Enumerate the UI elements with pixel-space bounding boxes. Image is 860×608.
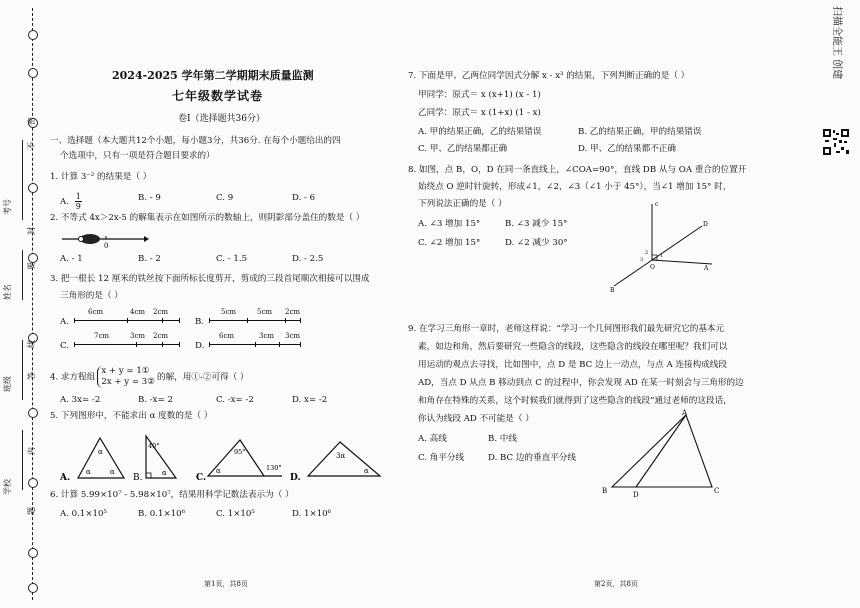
question-9-stem: 9. 在学习三角形一章时，老师这样说：“学习一个几何图形我们最先研究它的基本元 — [408, 324, 725, 334]
q1-option-d[interactable]: D. - 6 — [292, 193, 316, 203]
segment-label: 5cm — [221, 308, 237, 316]
segment-label: 6cm — [88, 308, 104, 316]
question-3-stem: 三角形的是（ ） — [60, 291, 123, 301]
segment-label: 5cm — [257, 308, 273, 316]
page-footer-left: 第1页，共8页 — [204, 580, 248, 588]
instruction-line: 个选项中，只有一项是符合题目要求的） — [60, 151, 215, 161]
seal-char: 线 — [27, 340, 36, 348]
question-9-stem: 用运动的观点去寻找，比如图中，点 D 是 BC 边上一动点，与点 A 连接构成线段 — [418, 360, 727, 370]
name-label: 姓名 — [3, 284, 12, 300]
q8-option-d[interactable]: D. ∠2 减少 30° — [505, 238, 568, 248]
q2-option-b[interactable]: B. - 2 — [138, 254, 161, 264]
section-title: 卷Ⅰ（选择题共36分） — [178, 114, 266, 124]
segment-label: 2cm — [153, 332, 169, 340]
denominator: 9 — [75, 202, 81, 211]
point-label: B — [610, 287, 615, 294]
q9-option-b[interactable]: B. 中线 — [488, 434, 517, 444]
segment-label: 6cm — [219, 332, 235, 340]
kaohao-label: 考号 — [3, 199, 12, 215]
point-label: A — [704, 265, 709, 272]
option-letter: C. — [196, 473, 207, 483]
equation-1: x + y = 1① — [101, 366, 150, 376]
question-9-stem: 和角存在特殊的关系，这个时候我们就得到了这些隐含的线段”通过老师的这段话， — [418, 396, 732, 406]
q6-option-b[interactable]: B. 0.1×10⁶ — [138, 509, 186, 519]
q6-option-c[interactable]: C. 1×10⁵ — [216, 509, 255, 519]
q7-option-b[interactable]: B. 乙的结果正确，甲的结果错误 — [578, 127, 702, 137]
option-letter: D. — [290, 473, 301, 483]
q2-option-c[interactable]: C. - 1.5 — [216, 254, 248, 264]
seal-char: 不 — [27, 142, 36, 150]
angle-number: 3 — [640, 257, 644, 263]
q6-option-a[interactable]: A. 0.1×10⁵ — [60, 509, 107, 519]
q8-option-a[interactable]: A. ∠3 增加 15° — [418, 219, 481, 229]
question-7-stem: 7. 下面是甲、乙两位同学因式分解 x - x³ 的结果，下列判断正确的是（ ） — [408, 71, 690, 81]
equation-2: 2x + y = 3② — [101, 377, 155, 387]
angle-label: 40° — [148, 442, 160, 450]
point-label: O — [650, 264, 655, 271]
segment-label: 3cm — [285, 332, 301, 340]
option-letter: A. — [60, 317, 69, 327]
class-label: 班级 — [3, 376, 12, 392]
q4-option-c[interactable]: C. -x= -2 — [216, 395, 254, 405]
q4-option-a[interactable]: A. 3x= -2 — [60, 395, 101, 405]
angle-number: 1 — [660, 253, 664, 259]
alpha-label: α — [162, 469, 167, 477]
segment-label: 3cm — [130, 332, 146, 340]
q9-triangle-figure — [600, 405, 730, 500]
question-9-stem: 你认为线段 AD 不可能是（ ） — [418, 414, 534, 424]
segment-label: 2cm — [153, 308, 169, 316]
q4-option-b[interactable]: B. -x= 2 — [138, 395, 173, 405]
question-2-stem: 2. 不等式 4x＞2x-5 的解集表示在如图所示的数轴上，则阴影部分盖住的数是（ ） — [50, 213, 365, 223]
angle-number: 2 — [645, 250, 649, 256]
question-8-stem: 下列说法正确的是（ ） — [418, 199, 507, 209]
point-label: D — [633, 491, 639, 499]
instruction-line: 一、选择题（本大题共12个小题，每小题3分，共36分. 在每个小题给出的四 — [50, 136, 341, 146]
seal-char: 内 — [27, 447, 36, 455]
scan-badge-text: 扫描全能王 创建 — [831, 6, 842, 80]
page-footer-right: 第2页，共8页 — [594, 580, 638, 588]
alpha-label: α — [86, 468, 91, 476]
alpha-label: α — [98, 448, 103, 456]
question-6-stem: 6. 计算 5.99×10⁷ - 5.98×10⁷，结果用科学记数法表示为（ ） — [50, 490, 294, 500]
q6-option-d[interactable]: D. 1×10⁶ — [292, 509, 332, 519]
angle-label: 3α — [336, 452, 346, 460]
point-label: B — [602, 487, 608, 495]
option-letter: B. — [133, 473, 143, 483]
q8-option-c[interactable]: C. ∠2 增加 15° — [418, 238, 481, 248]
q9-option-a[interactable]: A. 高线 — [418, 434, 447, 444]
option-letter: B. — [195, 317, 205, 327]
segment-label: 2cm — [285, 308, 301, 316]
q7-option-c[interactable]: C. 甲、乙的结果都正确 — [418, 144, 508, 154]
q1-option-c[interactable]: C. 9 — [216, 193, 234, 203]
numerator: 1 — [75, 192, 81, 201]
q9-option-d[interactable]: D. BC 边的垂直平分线 — [488, 453, 576, 463]
q4-stem-post: 的解，用①-②可得（ ） — [156, 372, 249, 383]
q4-stem-pre: 4. 求方程组 — [50, 372, 96, 383]
q8-figure — [600, 198, 720, 294]
seal-char: 密 — [27, 117, 36, 125]
axis-zero-label: 0 — [104, 242, 109, 250]
q2-option-a[interactable]: A. - 1 — [60, 254, 83, 264]
option-letter: A. — [60, 473, 71, 483]
q1-option-b[interactable]: B. - 9 — [138, 193, 161, 203]
question-9-stem: 素，如边和角，然后要研究一些隐含的线段，这些隐含的线段在哪里呢？我们可以 — [418, 342, 728, 352]
question-8-stem: 始绕点 O 逆时针旋转，形成∠1，∠2，∠3（∠1 小于 45°），当∠1 增加 15° 时， — [418, 182, 732, 192]
q7-line: 甲同学：原式＝ x (x+1) (x - 1) — [418, 90, 541, 100]
seal-char: 题 — [27, 507, 36, 515]
point-label: c — [655, 201, 659, 208]
question-3-stem: 3. 把一根长 12 厘米的铁丝按下面所标长度剪开，剪成的三段首尾顺次相接可以围成 — [50, 274, 370, 284]
angle-label: 95° — [234, 448, 246, 456]
q7-line: 乙同学：原式＝ x (1+x) (1 - x) — [418, 108, 541, 118]
q7-option-a[interactable]: A. 甲的结果正确，乙的结果错误 — [418, 127, 542, 137]
question-8-stem: 8. 如图，点 B，O，D 在同一条直线上，∠COA=90°，直线 DB 从与 OA 重合的位置开 — [408, 165, 747, 175]
question-5-stem: 5. 下列图形中，不能求出 α 度数的是（ ） — [50, 411, 213, 421]
seal-char: 封 — [27, 227, 36, 235]
exam-subtitle: 七年级数学试卷 — [172, 89, 264, 103]
option-letter: A. — [60, 197, 69, 207]
school-label: 学校 — [3, 479, 12, 495]
point-label: C — [714, 487, 720, 495]
option-letter: D. — [195, 341, 205, 351]
alpha-label: α — [110, 468, 115, 476]
angle-label: 130° — [266, 464, 282, 472]
seal-char: 要 — [27, 262, 36, 270]
alpha-label: α — [364, 467, 369, 475]
q4-option-d[interactable]: D. x= -2 — [292, 395, 328, 405]
point-label: D — [703, 221, 708, 228]
q7-option-d[interactable]: D. 甲、乙的结果都不正确 — [578, 144, 676, 154]
question-9-stem: AD，当点 D 从点 B 移动到点 C 的过程中，你会发现 AD 在某一时刻会与三角形的边 — [418, 378, 744, 388]
segment-label: 7cm — [94, 332, 110, 340]
point-label: A — [682, 409, 688, 417]
q8-option-b[interactable]: B. ∠3 减少 15° — [505, 219, 568, 229]
segment-label: 3cm — [259, 332, 275, 340]
q2-option-d[interactable]: D. - 2.5 — [292, 254, 324, 264]
question-1-stem: 1. 计算 3⁻² 的结果是（ ） — [50, 172, 152, 182]
option-letter: C. — [60, 341, 70, 351]
q9-option-c[interactable]: C. 角平分线 — [418, 453, 465, 463]
segment-label: 4cm — [130, 308, 146, 316]
seal-char: 答 — [27, 372, 36, 380]
exam-title: 2024-2025 学年第二学期期末质量监测 — [112, 69, 314, 82]
alpha-label: α — [216, 467, 221, 475]
